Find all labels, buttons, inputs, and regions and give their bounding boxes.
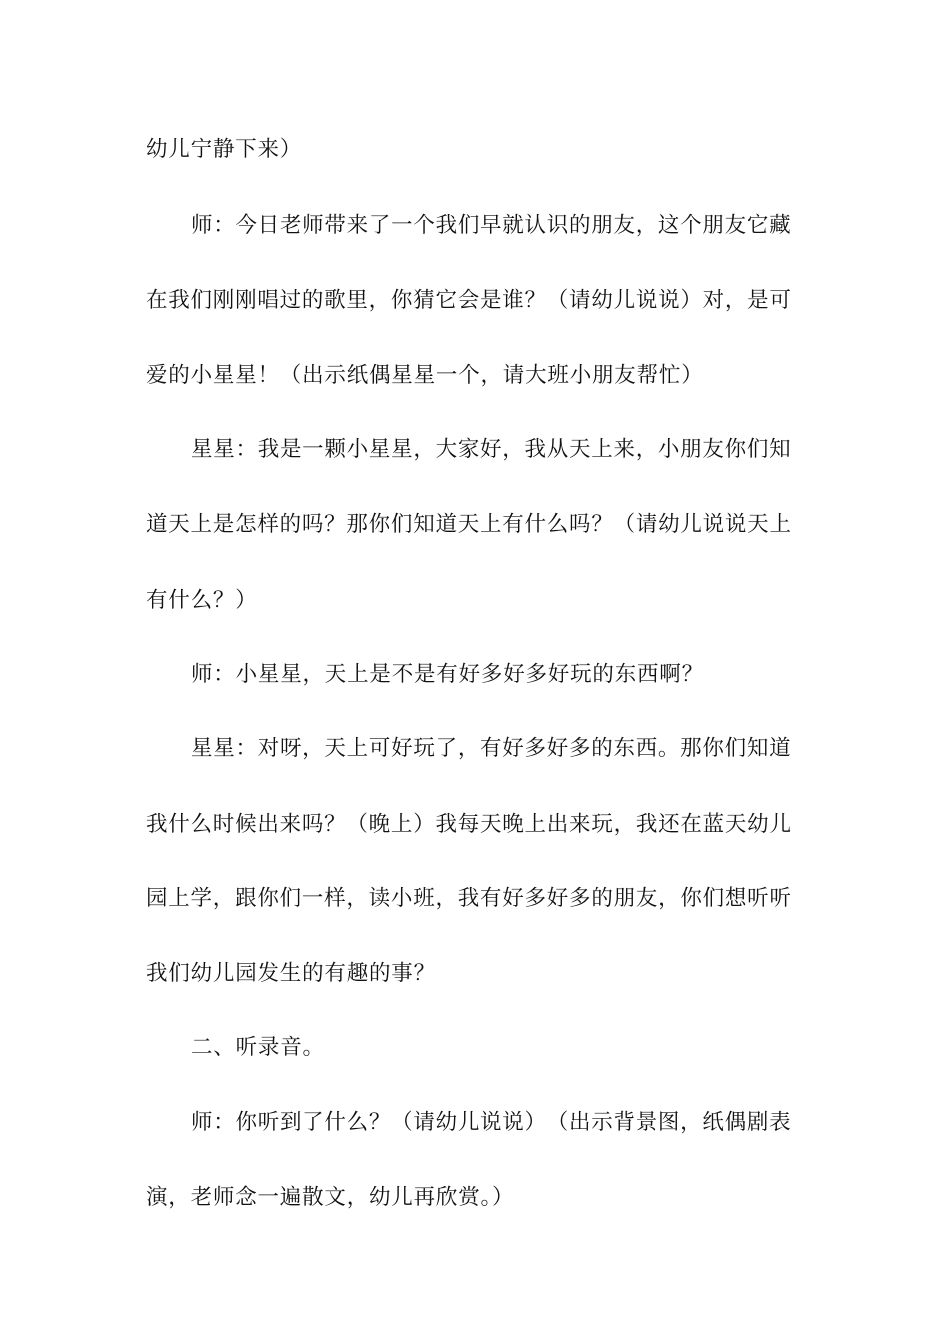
- text-line: [0, 130, 950, 170]
- line-text: 我们幼儿园发生的有趣的事？: [146, 961, 436, 986]
- paragraph-start-line: [0, 206, 950, 246]
- line-text: 师 ： 今 日 老 师 带 来 了 一 个 我 们 早 就 认 识 的 朋 友 ， 这 个 朋 友 它 藏: [191, 213, 791, 238]
- text-line: [0, 581, 950, 621]
- line-text: 道 天 上 是 怎 样 的 吗 ？ 那 你 们 知 道 天 上 有 什 么 吗 ？ （ 请 幼 儿 说 说 天 上: [146, 512, 791, 537]
- line-text: 在 我 们 刚 刚 唱 过 的 歌 里 ， 你 猜 它 会 是 谁 ？ （ 请 幼 儿 说 说 ） 对 ， 是 可: [146, 288, 791, 313]
- line-text: 我 什 么 时 候 出 来 吗 ？ （ 晚 上 ） 我 每 天 晚 上 出 来 玩 ， 我 还 在 蓝 天 幼 儿: [146, 812, 791, 837]
- section-heading: [0, 1028, 950, 1068]
- paragraph-start-line: [0, 430, 950, 470]
- paragraph-start-line: [0, 729, 950, 769]
- text-line: [0, 356, 950, 396]
- text-line: [0, 805, 950, 845]
- line-text: 星 星 ： 我 是 一 颗 小 星 星 ， 大 家 好 ， 我 从 天 上 来 ， 小 朋 友 你 们 知: [191, 437, 791, 462]
- line-text: 二、听录音。: [191, 1035, 325, 1060]
- line-text: 星 星 ： 对 呀 ， 天 上 可 好 玩 了 ， 有 好 多 好 多 的 东 西 。 那 你 们 知 道: [191, 736, 791, 761]
- text-line: [0, 505, 950, 545]
- line-text: 幼儿宁静下来）: [146, 137, 303, 162]
- line-text: 园 上 学 ， 跟 你 们 一 样 ， 读 小 班 ， 我 有 好 多 好 多 的 朋 友 ， 你 们 想 听 听: [146, 886, 791, 911]
- text-line: [0, 879, 950, 919]
- line-text: 演，老师念一遍散文，幼儿再欣赏。）: [146, 1185, 515, 1210]
- line-text: 师：小星星，天上是不是有好多好多好玩的东西啊？: [191, 662, 704, 687]
- text-line: [0, 281, 950, 321]
- text-line: [0, 1178, 950, 1218]
- line-text: 有什么？）: [146, 588, 258, 613]
- paragraph-start-line: [0, 1103, 950, 1143]
- paragraph-start-line: [0, 655, 950, 695]
- line-text: 师 ： 你 听 到 了 什 么 ？ （ 请 幼 儿 说 说 ） （ 出 示 背 景 图 ， 纸 偶 剧 表: [191, 1110, 791, 1135]
- text-line: [0, 954, 950, 994]
- line-text: 爱的小星星！（出示纸偶星星一个，请大班小朋友帮忙）: [146, 363, 704, 388]
